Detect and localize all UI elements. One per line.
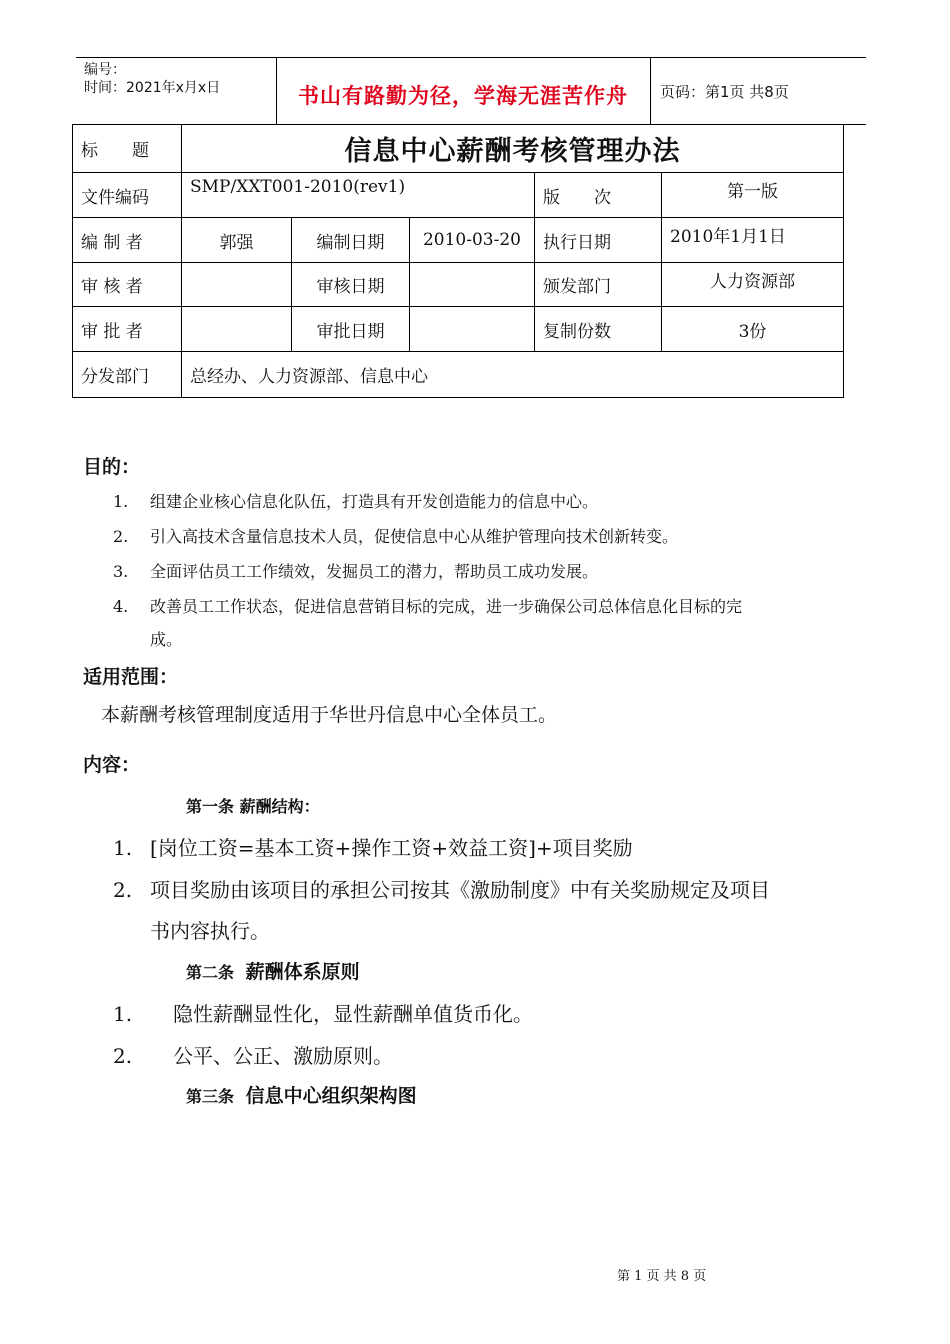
page-footer: 第 1 页 共 8 页 [617,1269,707,1284]
article-2-main: 薪酬体系原则 [245,961,360,983]
list-number: 3. [113,562,129,581]
list-number: 2. [113,527,129,546]
approver-value [182,307,292,352]
list-text: 隐性薪酬显性化，显性薪酬单值货币化。 [173,1002,533,1026]
doc-number-label: 编号： [84,62,126,78]
title-label: 标 题 [73,125,182,173]
dist-value: 总经办、人力资源部、信息中心 [182,352,844,398]
editor-value: 郭强 [182,218,292,263]
article-1-title: 第一条 薪酬结构： [186,797,320,816]
content-heading: 内容： [83,754,141,776]
doc-time: 时间：2021年x月x日 [84,80,221,96]
reviewer-label: 审 核 者 [73,263,182,307]
doc-code-label: 文件编码 [73,173,182,218]
edit-date-value: 2010-03-20 [410,218,535,263]
doc-code-value: SMP/XXT001-2010(rev1) [182,173,535,218]
list-item [113,998,533,1027]
list-number: 1. [113,1002,133,1026]
list-text: 全面评估员工工作绩效，发掘员工的潜力，帮助员工成功发展。 [150,562,599,581]
header-motto: 书山有路勤为径，学海无涯苦作舟 [298,84,628,108]
dist-label: 分发部门 [73,352,182,398]
table-row [73,173,844,218]
table-row [73,263,844,307]
exec-date-label: 执行日期 [535,218,662,263]
table-row [73,125,844,173]
article-2-title [186,957,360,984]
header-divider [650,57,651,124]
list-item [113,832,633,861]
list-item [113,1040,393,1069]
approve-date-value [410,307,535,352]
version-value: 第一版 [662,173,844,218]
header-divider [276,57,277,124]
list-item [113,874,770,903]
issuing-dept-value: 人力资源部 [662,263,844,307]
scope-heading: 适用范围： [83,666,179,688]
list-text: 改善员工工作状态，促进信息营销目标的完成，进一步确保公司总体信息化目标的完 [150,597,743,616]
list-item [113,559,598,582]
header-page-info: 页码：第1页 共8页 [660,83,789,101]
list-number: 2. [113,1044,133,1068]
list-item [113,524,678,547]
article-3-main: 信息中心组织架构图 [245,1085,417,1107]
list-number: 4. [113,597,129,616]
list-number: 1. [113,492,129,511]
table-row [73,307,844,352]
list-text: 引入高技术含量信息技术人员，促使信息中心从维护管理向技术创新转变。 [150,527,679,546]
purpose-heading: 目的： [83,456,141,478]
edit-date-label: 编制日期 [292,218,410,263]
approver-label: 审 批 者 [73,307,182,352]
document-title: 信息中心薪酬考核管理办法 [182,125,844,173]
approve-date-label: 审批日期 [292,307,410,352]
article-3-prefix: 第三条 [186,1087,235,1106]
editor-label: 编 制 者 [73,218,182,263]
copies-label: 复制份数 [535,307,662,352]
list-number: 2. [113,878,133,902]
review-date-label: 审核日期 [292,263,410,307]
scope-text: 本薪酬考核管理制度适用于华世丹信息中心全体员工。 [101,704,558,726]
review-date-value [410,263,535,307]
header-top-rule [76,57,866,58]
list-text: [岗位工资=基本工资+操作工资+效益工资]+项目奖励 [150,836,633,860]
table-row [73,218,844,263]
list-text: 公平、公正、激励原则。 [173,1044,393,1068]
list-item [113,594,742,617]
list-number: 1. [113,836,133,860]
document-info-table [72,124,844,398]
table-row [73,352,844,398]
list-text: 项目奖励由该项目的承担公司按其《激励制度》中有关奖励规定及项目 [150,878,770,902]
list-text: 组建企业核心信息化队伍，打造具有开发创造能力的信息中心。 [150,492,599,511]
article-3-title [186,1081,417,1108]
issuing-dept-label: 颁发部门 [535,263,662,307]
copies-value: 3份 [662,307,844,352]
list-item [113,489,598,512]
article-2-prefix: 第二条 [186,963,235,982]
version-label: 版 次 [535,173,662,218]
exec-date-value: 2010年1月1日 [662,218,844,263]
list-item-continuation: 成。 [150,630,183,649]
list-item-continuation: 书内容执行。 [150,919,270,943]
reviewer-value [182,263,292,307]
